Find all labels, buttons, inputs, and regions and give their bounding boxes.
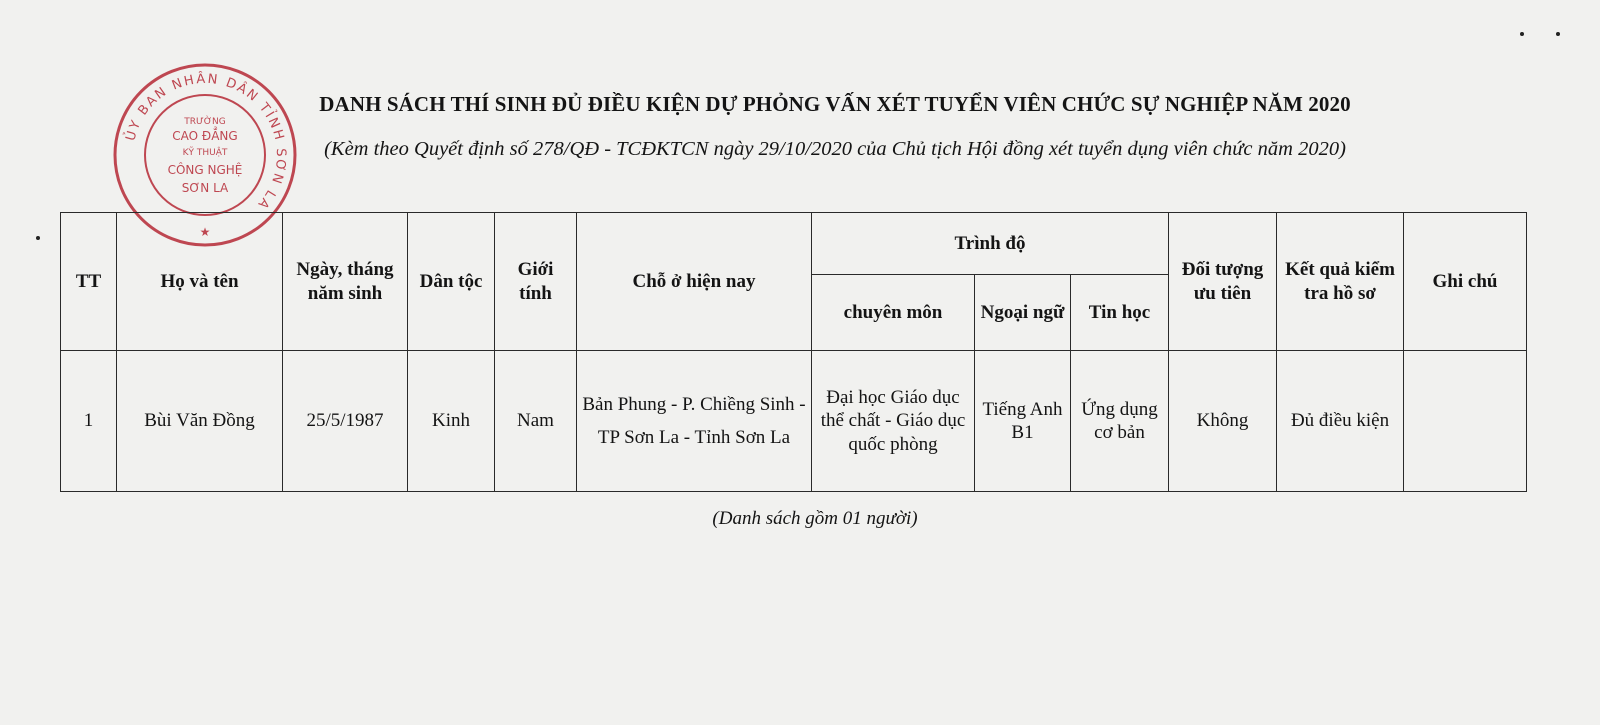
header-gender: Giới tính	[495, 213, 577, 351]
header-address: Chỗ ở hiện nay	[577, 213, 812, 351]
cell-ethnicity: Kinh	[408, 351, 495, 492]
document-subtitle: (Kèm theo Quyết định số 278/QĐ - TCĐKTCN ngày 29/10/2020 của Chủ tịch Hội đồng xét tuyển dụng viên chức năm 2020)	[324, 138, 1346, 160]
header-tt: TT	[61, 213, 117, 351]
svg-text:CÔNG NGHỆ: CÔNG NGHỆ	[167, 163, 243, 177]
header-ethnicity: Dân tộc	[408, 213, 495, 351]
header-note: Ghi chú	[1404, 213, 1527, 351]
cell-priority: Không	[1169, 351, 1277, 492]
header-foreign-language: Ngoại ngữ	[975, 275, 1071, 351]
cell-specialty: Đại học Giáo dục thể chất - Giáo dục quốc phòng	[812, 351, 975, 492]
cell-foreign-language: Tiếng Anh B1	[975, 351, 1071, 492]
header-result: Kết quả kiểm tra hồ sơ	[1277, 213, 1404, 351]
document-title: DANH SÁCH THÍ SINH ĐỦ ĐIỀU KIỆN DỰ PHỎNG VẤN XÉT TUYỂN VIÊN CHỨC SỰ NGHIỆP NĂM 2020	[319, 92, 1351, 116]
svg-text:KỸ THUẬT: KỸ THUẬT	[182, 148, 228, 158]
speck-mark	[1556, 32, 1560, 36]
cell-informatics: Ứng dụng cơ bản	[1071, 351, 1169, 492]
header-priority: Đối tượng ưu tiên	[1169, 213, 1277, 351]
header-informatics: Tin học	[1071, 275, 1169, 351]
cell-gender: Nam	[495, 351, 577, 492]
header-name: Họ và tên	[117, 213, 283, 351]
svg-text:CAO ĐẲNG: CAO ĐẲNG	[172, 129, 238, 143]
cell-tt: 1	[61, 351, 117, 492]
svg-text:★: ★	[199, 225, 211, 239]
header-dob: Ngày, tháng năm sinh	[283, 213, 408, 351]
document-footer: (Danh sách gồm 01 người)	[712, 508, 918, 529]
table-row	[61, 351, 1527, 492]
speck-mark	[36, 236, 40, 240]
cell-name: Bùi Văn Đồng	[117, 351, 283, 492]
speck-mark	[1520, 32, 1524, 36]
header-qualification-group: Trình độ	[812, 213, 1169, 275]
svg-text:TRƯỜNG: TRƯỜNG	[184, 117, 226, 127]
svg-text:SƠN LA: SƠN LA	[181, 181, 229, 195]
candidate-table	[60, 212, 1527, 492]
cell-result: Đủ điều kiện	[1277, 351, 1404, 492]
cell-address: Bản Phung - P. Chiềng Sinh - TP Sơn La - Tỉnh Sơn La	[577, 351, 812, 492]
header-specialty: chuyên môn	[812, 275, 975, 351]
cell-dob: 25/5/1987	[283, 351, 408, 492]
svg-text:ỦY BAN NHÂN DÂN TỈNH SƠN LA: ỦY BAN NHÂN DÂN TỈNH SƠN LA	[123, 71, 289, 213]
cell-note	[1404, 351, 1527, 492]
